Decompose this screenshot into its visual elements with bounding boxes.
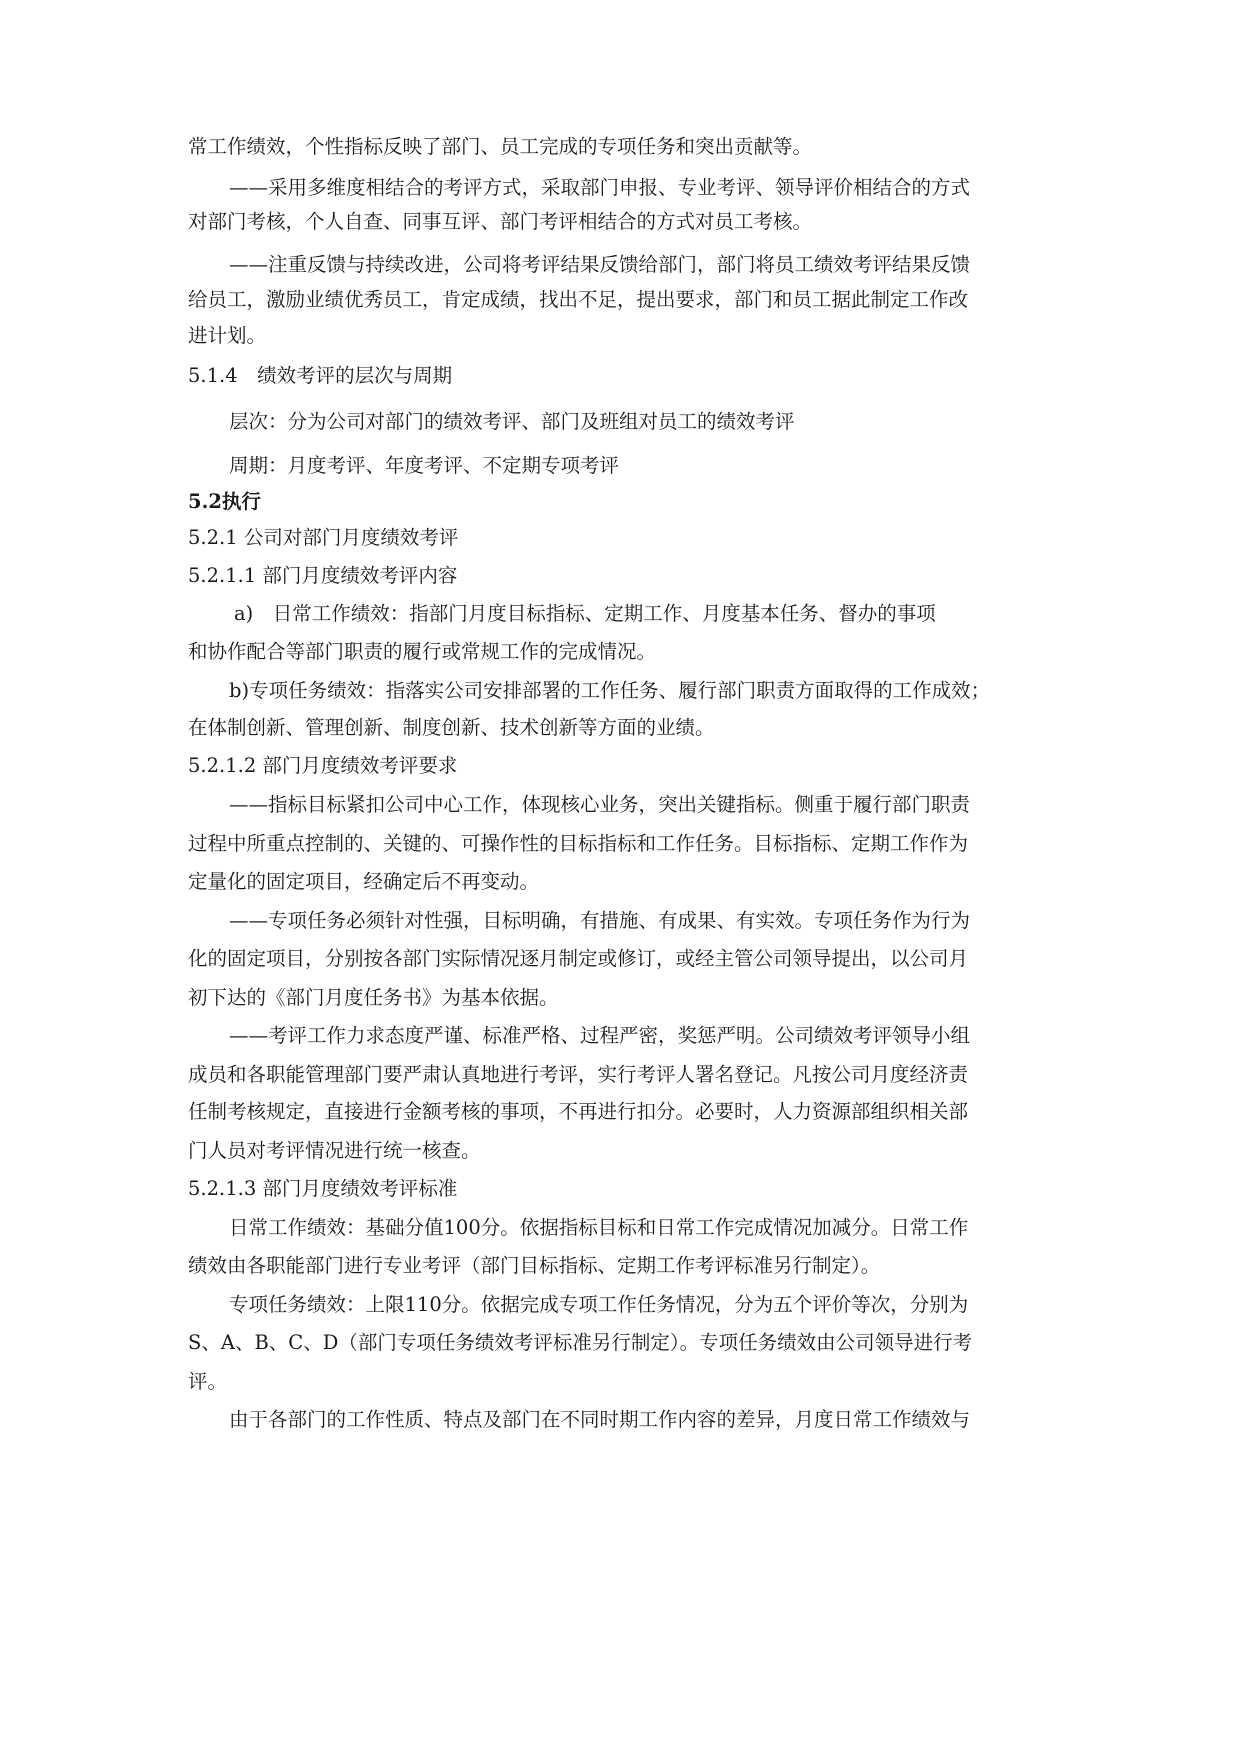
section-heading: 5.2.1.1 部门月度绩效考评内容 — [188, 564, 458, 587]
body-line: 给员工，激励业绩优秀员工，肯定成绩，找出不足，提出要求，部门和员工据此制定工作改 — [188, 288, 969, 311]
section-heading: 5.2.1.3 部门月度绩效考评标准 — [188, 1177, 458, 1200]
body-line: 成员和各职能管理部门要严肃认真地进行考评，实行考评人署名登记。凡按公司月度经济责 — [188, 1063, 969, 1086]
body-line: ——注重反馈与持续改进，公司将考评结果反馈给部门，部门将员工绩效考评结果反馈 — [229, 253, 971, 276]
section-heading: 5.1.4 绩效考评的层次与周期 — [188, 364, 453, 387]
body-line: 对部门考核，个人自查、同事互评、部门考评相结合的方式对员工考核。 — [188, 210, 813, 233]
body-line: ——采用多维度相结合的考评方式，采取部门申报、专业考评、领导评价相结合的方式 — [229, 176, 971, 199]
body-line: 日常工作绩效：基础分值100分。依据指标目标和日常工作完成情况加减分。日常工作 — [229, 1216, 969, 1239]
body-line: 常工作绩效，个性指标反映了部门、员工完成的专项任务和突出贡献等。 — [188, 135, 813, 158]
body-line: 绩效由各职能部门进行专业考评（部门目标指标、定期工作考评标准另行制定）。 — [188, 1254, 881, 1277]
body-line: ——考评工作力求态度严谨、标准严格、过程严密，奖惩严明。公司绩效考评领导小组 — [229, 1024, 971, 1047]
body-line: 周期：月度考评、年度考评、不定期专项考评 — [229, 454, 620, 477]
section-heading: 5.2.1 公司对部门月度绩效考评 — [188, 526, 459, 549]
body-line: 和协作配合等部门职责的履行或常规工作的完成情况。 — [188, 640, 657, 663]
section-heading: 5.2.1.2 部门月度绩效考评要求 — [188, 754, 458, 777]
body-line: 门人员对考评情况进行统一核查。 — [188, 1139, 481, 1162]
body-line: ——指标目标紧扣公司中心工作，体现核心业务，突出关键指标。侧重于履行部门职责 — [229, 793, 971, 816]
body-line: 专项任务绩效：上限110分。依据完成专项工作任务情况，分为五个评价等次，分别为 — [229, 1293, 969, 1316]
body-line: S、A、B、C、D（部门专项任务绩效考评标准另行制定）。专项任务绩效由公司领导进行考 — [188, 1331, 973, 1354]
list-item: a) 日常工作绩效：指部门月度目标指标、定期工作、月度基本任务、督办的事项 — [234, 602, 936, 625]
body-line: 层次：分为公司对部门的绩效考评、部门及班组对员工的绩效考评 — [229, 410, 795, 433]
body-line: 进计划。 — [188, 324, 267, 347]
body-line: 定量化的固定项目，经确定后不再变动。 — [188, 870, 540, 893]
body-line: 由于各部门的工作性质、特点及部门在不同时期工作内容的差异，月度日常工作绩效与 — [229, 1408, 971, 1431]
body-line: 初下达的《部门月度任务书》为基本依据。 — [188, 986, 559, 1009]
body-line: 化的固定项目，分别按各部门实际情况逐月制定或修订，或经主管公司领导提出，以公司月 — [188, 947, 969, 970]
body-line: 在体制创新、管理创新、制度创新、技术创新等方面的业绩。 — [188, 716, 715, 739]
body-line: 任制考核规定，直接进行金额考核的事项，不再进行扣分。必要时，人力资源部组织相关部 — [188, 1100, 969, 1123]
body-line: 评。 — [188, 1370, 228, 1393]
section-heading: 5.2执行 — [188, 490, 261, 513]
body-line: ——专项任务必须针对性强，目标明确，有措施、有成果、有实效。专项任务作为行为 — [229, 909, 971, 932]
body-line: 过程中所重点控制的、关键的、可操作性的目标指标和工作任务。目标指标、定期工作作为 — [188, 832, 969, 855]
list-item: b)专项任务绩效：指落实公司安排部署的工作任务、履行部门职责方面取得的工作成效； — [229, 679, 991, 702]
